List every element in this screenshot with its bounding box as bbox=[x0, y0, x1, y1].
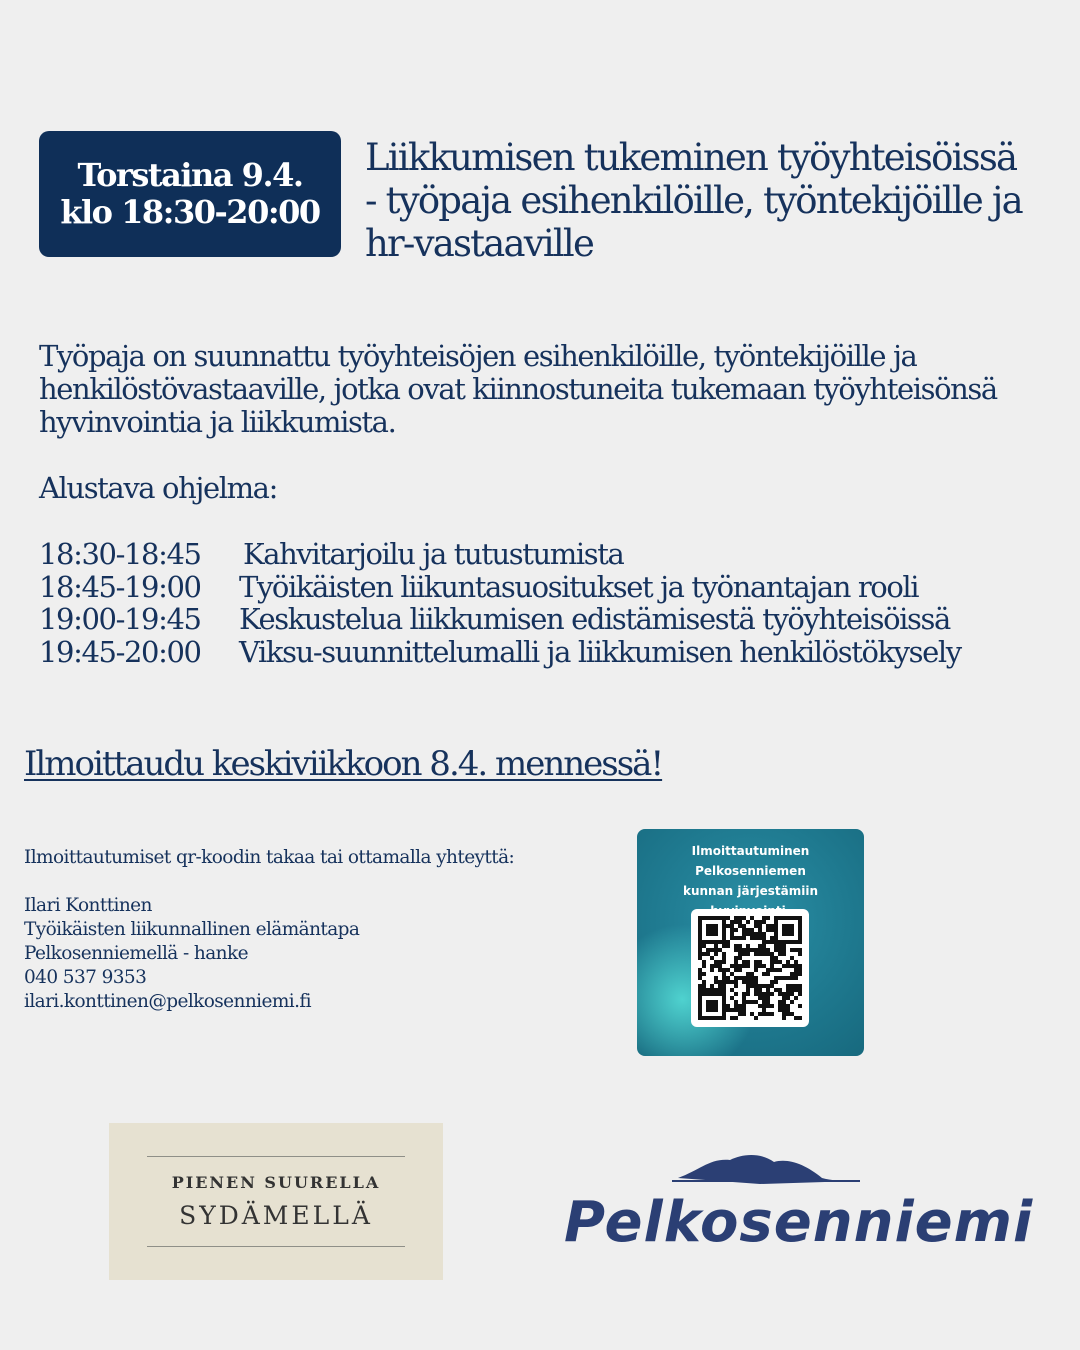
schedule-list bbox=[39, 538, 1069, 668]
title-line-3: hr-vastaaville bbox=[365, 222, 594, 265]
contact-project-line-2: Pelkosenniemellä - hanke bbox=[24, 943, 248, 964]
schedule-time: 19:45-20:00 bbox=[39, 634, 201, 669]
contact-intro: Ilmoittautumiset qr-koodin takaa tai ottamalla yhteyttä: bbox=[24, 847, 515, 868]
schedule-activity: Keskustelua liikkumisen edistämisestä työyhteisöissä bbox=[239, 602, 950, 636]
intro-line-2: henkilöstövastaaville, jotka ovat kiinnostuneita tukemaan työyhteisönsä bbox=[39, 372, 997, 406]
intro-line-3: hyvinvointia ja liikkumista. bbox=[39, 405, 396, 439]
date-badge bbox=[39, 131, 341, 257]
title-line-2: - työpaja esihenkilöille, työntekijöille ja bbox=[365, 179, 1022, 222]
intro-paragraph bbox=[39, 340, 1069, 439]
schedule-time: 19:00-19:45 bbox=[39, 602, 201, 636]
schedule-time: 18:30-18:45 bbox=[39, 537, 201, 571]
logo-left-line-1: PIENEN SUURELLA bbox=[171, 1173, 381, 1192]
schedule-activity: Kahvitarjoilu ja tutustumista bbox=[243, 537, 624, 571]
qr-caption-line-1: Ilmoittautuminen Pelkosenniemen bbox=[691, 844, 810, 878]
logo-left-line-2: SYDÄMELLÄ bbox=[179, 1201, 373, 1230]
qr-caption-line-2: kunnan järjestämiin bbox=[682, 884, 819, 898]
schedule-row bbox=[39, 603, 1069, 636]
pienen-suurella-sydamella-logo bbox=[109, 1123, 443, 1280]
qr-code-icon[interactable] bbox=[691, 909, 809, 1027]
qr-code-graphic bbox=[698, 916, 802, 1020]
intro-line-1: Työpaja on suunnattu työyhteisöjen esihenkilöille, työntekijöille ja bbox=[39, 339, 917, 373]
contact-info bbox=[24, 846, 604, 1014]
date-badge-time: klo 18:30-20:00 bbox=[60, 193, 320, 231]
program-heading: Alustava ohjelma: bbox=[39, 471, 277, 505]
pelkosenniemi-wordmark: Pelkosenniemi bbox=[564, 1190, 1034, 1255]
title-line-1: Liikkumisen tukeminen työyhteisöissä bbox=[365, 136, 1017, 179]
schedule-row bbox=[39, 636, 1069, 669]
qr-registration-card[interactable] bbox=[637, 829, 864, 1056]
page-title bbox=[365, 136, 1070, 265]
pelkosenniemi-logo bbox=[560, 1148, 1034, 1278]
contact-name: Ilari Konttinen bbox=[24, 895, 152, 916]
contact-email[interactable]: ilari.konttinen@pelkosenniemi.fi bbox=[24, 991, 311, 1012]
contact-phone[interactable]: 040 537 9353 bbox=[24, 967, 147, 988]
schedule-activity: Viksu-suunnittelumalli ja liikkumisen henkilöstökysely bbox=[239, 634, 961, 669]
date-badge-day: Torstaina 9.4. bbox=[77, 156, 303, 194]
schedule-activity: Työikäisten liikuntasuositukset ja työnantajan rooli bbox=[239, 569, 919, 604]
register-call-to-action[interactable]: Ilmoittaudu keskiviikkoon 8.4. mennessä! bbox=[24, 744, 663, 784]
contact-project-line-1: Työikäisten liikunnallinen elämäntapa bbox=[24, 919, 360, 940]
schedule-row bbox=[39, 571, 1069, 604]
schedule-row bbox=[39, 538, 1069, 571]
schedule-time: 18:45-19:00 bbox=[39, 569, 201, 604]
